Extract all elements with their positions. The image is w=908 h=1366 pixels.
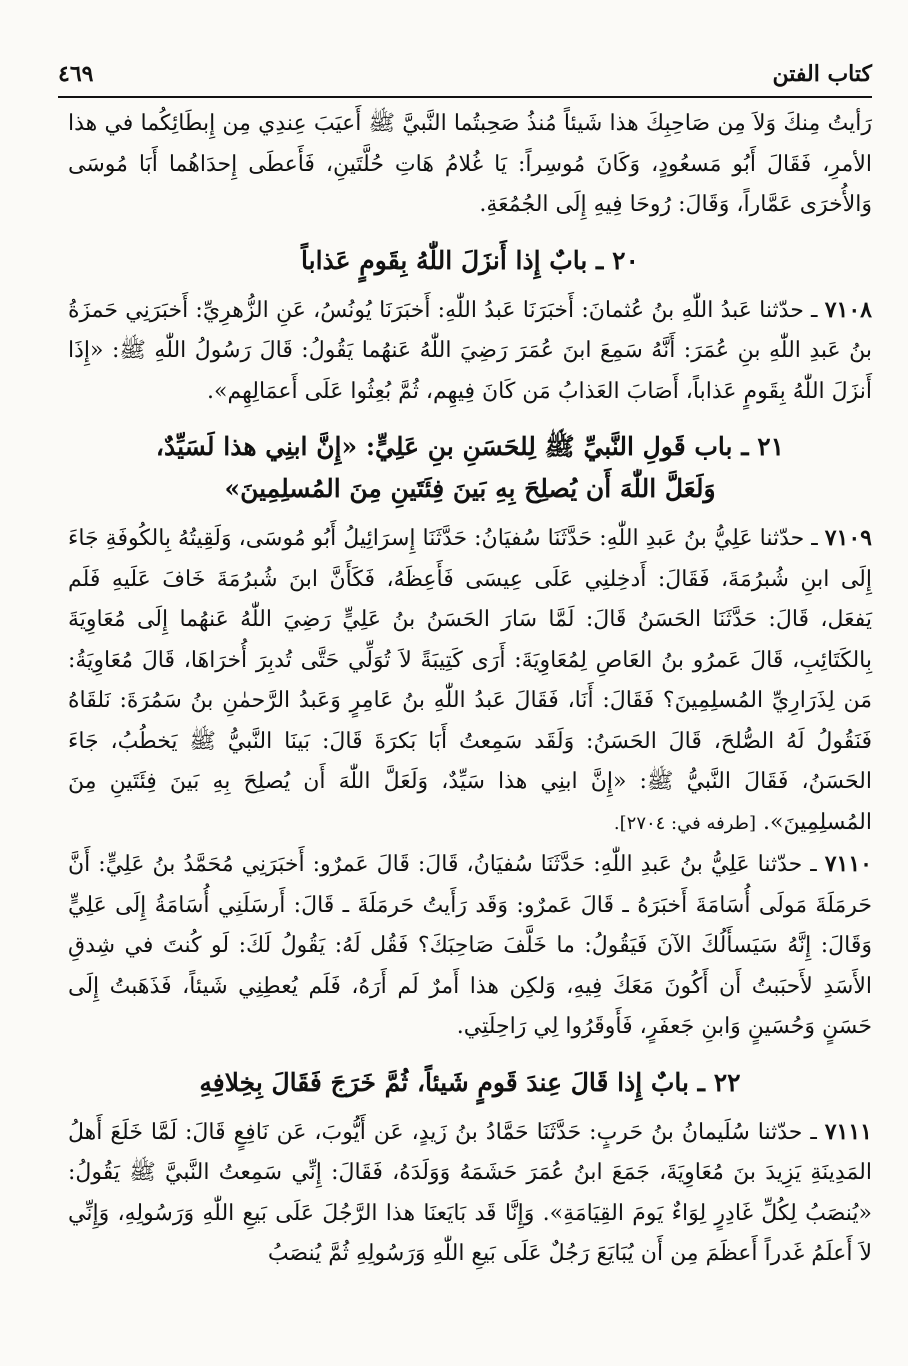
continued-paragraph: رَأيتُ مِنكَ وَلاَ مِن صَاحِبِكَ هذا شَيئاً مُنذُ صَحِبتُما النَّبيَّ ﷺ أَعيَبَ عِندِي مِن إِبطَائِكُما في هذا الأمرِ، فَقَالَ أَبُو مَسعُودٍ، وَكَانَ مُوسِراً: يَا غُلامُ هَاتِ حُلَّتَينِ، فَأَعطَى إِحدَاهُما أَبَا مُوسَى وَالأُخرَى عَمَّاراً، وَقَالَ: رُوحَا فِيهِ إِلَى الجُمُعَةِ.: [68, 111, 872, 217]
chapter-20-heading: ٢٠ ـ بابٌ إِذا أَنزَلَ اللّٰهُ بِقَومٍ عَذاباً: [301, 245, 639, 275]
hadith-7108: [68, 290, 872, 413]
chapter-21-line-1: ٢١ ـ باب قَولِ النَّبيِّ ﷺ لِلحَسَنِ بنِ عَلِيٍّ: «إِنَّ ابنِي هذا لَسَيِّدٌ،: [155, 432, 785, 461]
book-title: كتاب الفتن: [772, 61, 872, 87]
hadith-7110: [68, 844, 872, 1048]
page-header: [58, 52, 872, 98]
hadith-text: ـ حدّثنا عَبدُ اللّٰهِ بنُ عُثمانَ: أَخبَرَنَا عَبدُ اللّٰهِ: أَخبَرَنَا يُونُسُ، عَنِ الزُّهرِيِّ: أَخبَرَنِي حَمزَةُ بنُ عَبدِ اللّٰهِ بنِ عُمَرَ: أَنَّهُ سَمِعَ ابنَ عُمَرَ رَضِيَ اللّٰهُ عَنهُما يَقُولُ: قَالَ رَسُولُ اللّٰهِ ﷺ: «إِذَا أَنزَلَ اللّٰهُ بِقَومٍ عَذاباً، أَصَابَ العَذابُ مَن كَانَ فِيهِم، ثُمَّ بُعِثُوا عَلَى أَعمَالِهِم».: [68, 297, 872, 404]
hadith-number: ٧١١٠: [824, 851, 872, 877]
hadith-7111: [68, 1112, 872, 1275]
page-number: ٤٦٩: [58, 61, 94, 87]
page-body: [68, 104, 872, 1275]
chapter-21-heading: [68, 426, 872, 510]
chapter-22-heading: ٢٢ ـ بابٌ إِذا قَالَ عِندَ قَومٍ شَيئاً، ثُمَّ خَرَجَ فَقَالَ بِخِلافِهِ: [199, 1067, 741, 1097]
hadith-text: ـ حدّثنا سُلَيمانُ بنُ حَربٍ: حَدَّثَنَا حَمَّادُ بنُ زَيدٍ، عَن أَيُّوبَ، عَن نَافِعٍ قَالَ: لَمَّا خَلَعَ أَهلُ المَدِينَةِ يَزِيدَ بنَ مُعَاوِيَةَ، جَمَعَ ابنُ عُمَرَ حَشَمَهُ وَوَلَدَهُ، فَقَالَ: إِنِّي سَمِعتُ النَّبيَّ ﷺ يَقُولُ: «يُنصَبُ لِكُلِّ غَادِرٍ لِوَاءٌ يَومَ القِيَامَةِ». وَإِنَّا قَد بَايَعنَا هذا الرَّجُلَ عَلَى بَيعِ اللّٰهِ وَرَسُولِهِ، وَإِنِّي لاَ أَعلَمُ غَدراً أَعظَمَ مِن أَن يُبَايَعَ رَجُلٌ عَلَى بَيعِ اللّٰهِ وَرَسُولِهِ ثُمَّ يُنصَبُ: [68, 1119, 872, 1266]
hadith-7109: [68, 518, 872, 844]
hadith-text: ـ حدّثنا عَلِيُّ بنُ عَبدِ اللّٰهِ: حَدَّثَنَا سُفيَانُ، قَالَ: قَالَ عَمرٌو: أَخبَرَنِي مُحَمَّدُ بنُ عَلِيٍّ: أَنَّ حَرمَلَةَ مَولَى أُسَامَةَ أَخبَرَهُ ـ قَالَ عَمرٌو: وَقَد رَأَيتُ حَرمَلَةَ ـ قَالَ: أَرسَلَنِي أُسَامَةُ إِلَى عَلِيٍّ وَقَالَ: إِنَّهُ سَيَسأَلُكَ الآنَ فَيَقُولُ: ما خَلَّفَ صَاحِبَكَ؟ فَقُل لَهُ: يَقُولُ لَكَ: لَو كُنتَ في شِدقِ الأَسَدِ لأَحبَبتُ أَن أَكُونَ مَعَكَ فِيهِ، وَلكِن هذا أَمرٌ لَم أَرَهُ، فَلَم يُعطِنِي شَيئاً، فَذَهَبتُ إِلَى حَسَنٍ وَحُسَينٍ وَابنِ جَعفَرٍ، فَأَوقَرُوا لِي رَاحِلَتِي.: [68, 852, 872, 1039]
hadith-number: ٧١٠٨: [824, 296, 872, 323]
hadith-text: ـ حدّثنا عَلِيُّ بنُ عَبدِ اللّٰهِ: حَدَّثَنَا سُفيَانُ: حَدَّثَنَا إِسرَائِيلُ أَبُو مُوسَى، وَلَقِيتُهُ بِالكُوفَةِ جَاءَ إِلَى ابنِ شُبرُمَةَ، فَقَالَ: أَدخِلنِي عَلَى عِيسَى فَأَعِظَهُ، فَكَأَنَّ ابنَ شُبرُمَةَ خَافَ عَلَيهِ فَلَم يَفعَل، قَالَ: حَدَّثَنَا الحَسَنُ قَالَ: لَمَّا سَارَ الحَسَنُ بنُ عَلِيٍّ رَضِيَ اللّٰهُ عَنهُما إِلَى مُعَاوِيَةَ بِالكَتَائِبِ، قَالَ عَمرُو بنُ العَاصِ لِمُعَاوِيَةَ: أَرَى كَتِيبَةً لاَ تُوَلِّي حَتَّى تُدبِرَ أُخرَاهَا، قَالَ مُعَاوِيَةُ: مَن لِذَرَارِيِّ المُسلِمِينَ؟ فَقَالَ: أَنَا، فَقَالَ عَبدُ اللّٰهِ بنُ عَامِرٍ وَعَبدُ الرَّحمٰنِ بنُ سَمُرَةَ: نَلقَاهُ فَنَقُولُ لَهُ الصُّلحَ، قَالَ الحَسَنُ: وَلَقَد سَمِعتُ أَبَا بَكرَةَ قَالَ: بَينَا النَّبيُّ ﷺ يَخطُبُ، جَاءَ الحَسَنُ، فَقَالَ النَّبيُّ ﷺ: «إِنَّ ابنِي هذا سَيِّدٌ، وَلَعَلَّ اللّٰهَ أَن يُصلِحَ بِهِ بَينَ فِئَتَينِ مِنَ المُسلِمِينَ».: [68, 526, 872, 835]
hadith-number: ٧١١١: [824, 1118, 872, 1145]
hadith-number: ٧١٠٩: [824, 525, 872, 551]
cross-reference: [طرفه في: ٢٧٠٤].: [613, 812, 756, 834]
chapter-21-line-2: وَلَعَلَّ اللّٰهَ أَن يُصلِحَ بِهِ بَينَ فِئَتَينِ مِنَ المُسلِمِينَ»: [224, 474, 716, 503]
